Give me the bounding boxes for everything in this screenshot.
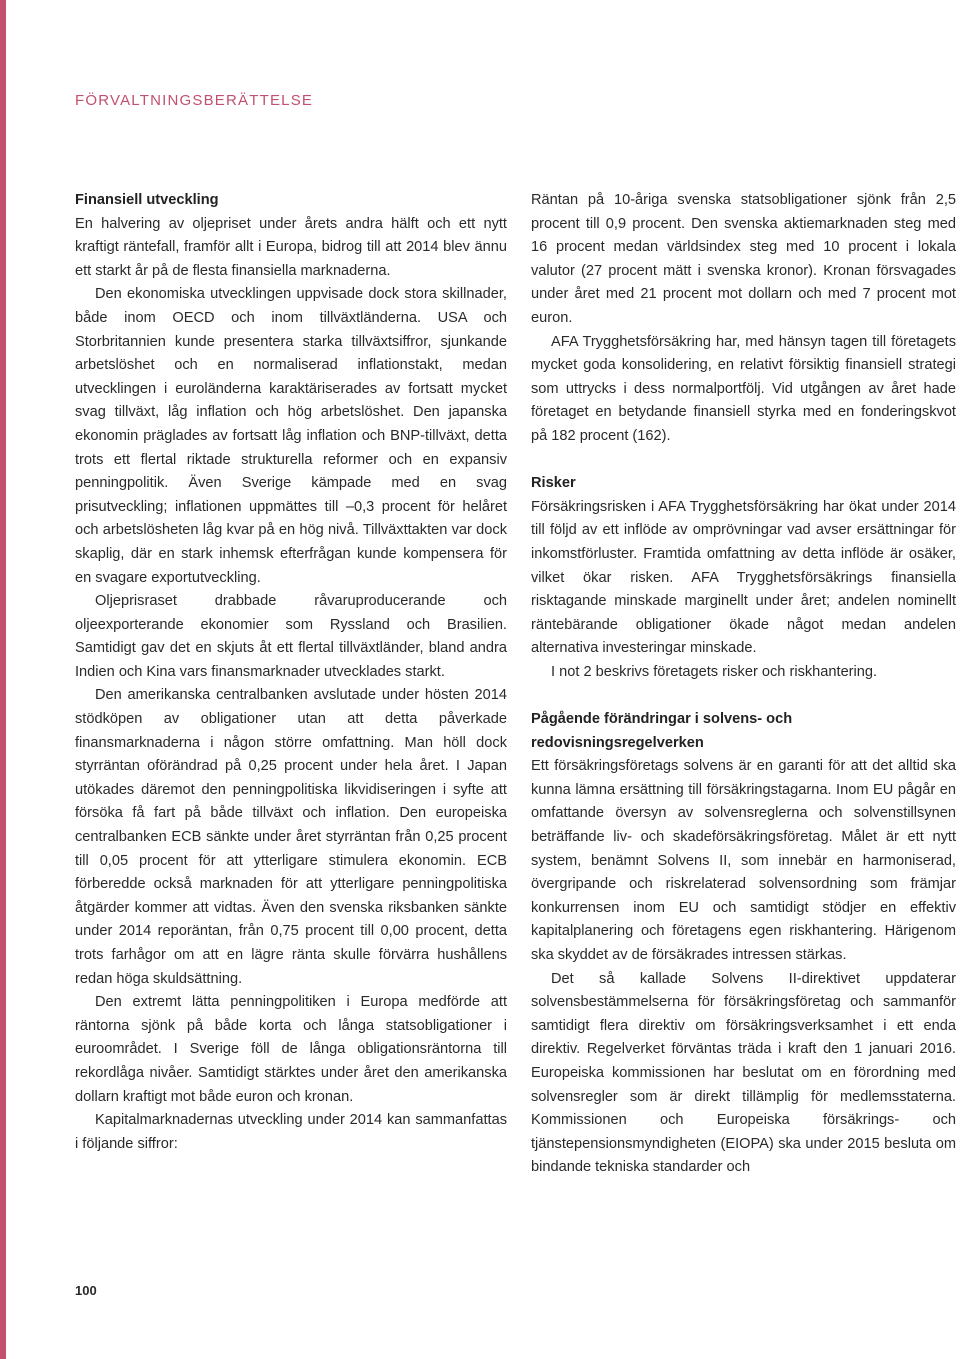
spacer [531, 684, 956, 708]
body-paragraph: Det så kallade Solvens II-direktivet uppdaterar solvensbestämmelserna för försäkringsföretag och sammanför samtidigt flera direktiv om försäkringsverksamhet i ett enda direktiv. Regelverket förväntas träda i kraft den 1 januari 2016. Europeiska kommissionen har beslutat om en förordning med solvensregler som är direkt tillämplig för medlemsstaterna. Kommissionen och Europeiska försäkrings- och tjänstepensionsmyndigheten (EIOPA) ska under 2015 besluta om bindande tekniska standarder och [531, 970, 956, 1176]
body-paragraph: Försäkringsrisken i AFA Trygghetsförsäkring har ökat under 2014 till följd av ett inflöde av omprövningar vad avser ersättningar för inkomstförluster. Framtida omfattning av detta inflöde är osäker, vilket ökar risken. AFA Trygghetsförsäkrings finansiella risktagande minskade marginellt under året; andelen nominellt räntebärande obligationer ökade något medan andelen alternativa investeringar minskade. [531, 498, 956, 657]
page-number: 100 [75, 1283, 97, 1298]
body-paragraph: Kapitalmarknadernas utveckling under 2014 kan sammanfattas i följande siffror: [75, 1112, 507, 1152]
heading-finansiell-utveckling: Finansiell utveckling [75, 192, 219, 208]
spacer [531, 449, 956, 473]
left-column [75, 189, 507, 1156]
body-paragraph: AFA Trygghetsförsäkring har, med hänsyn tagen till företagets mycket goda konsolidering, en relativt försiktig finansiell strategi som uttrycks i dess normalportfölj. Vid utgången av året hade företaget en betydande finansiell styrka med en fonderingskvot på 182 procent (162). [531, 333, 956, 444]
body-paragraph: Ett försäkringsföretags solvens är en garanti för att det alltid ska kunna lämna ersättning till försäkringstagarna. Inom EU pågår en omfattande översyn av solvensreglerna och solvenstillsynen beträffande liv- och skadeförsäkringsföretag. Målet är ett nytt system, benämnt Solvens II, som innebär en harmoniserad, övergripande och riskrelaterad solvensordning som främjar konkurrensen inom EU och samtidigt stödjer en effektiv kapitalplanering och företagens egen riskhantering. Härigenom ska skyddet av de försäkrades intressen stärkas. [531, 758, 956, 963]
body-paragraph: Räntan på 10-åriga svenska statsobligationer sjönk från 2,5 procent till 0,9 procent. Den svenska aktiemarknaden steg med 16 procent medan världsindex steg med 10 procent i lokala valutor (27 procent mätt i svenska kronor). Kronan försvagades under året med 21 procent mot dollarn och med 7 procent mot euron. [531, 192, 956, 326]
accent-bar [0, 0, 6, 1359]
right-column [531, 189, 956, 1180]
body-paragraph: Oljeprisraset drabbade råvaruproducerande och oljeexporterande ekonomier som Ryssland och Brasilien. Samtidigt gav det en skjuts åt ett flertal tillväxtländer, bland andra Indien och Kina vars finansmarknader utvecklades starkt. [75, 593, 507, 680]
heading-solvens: Pågående förändringar i solvens- och redovisningsregelverken [531, 711, 793, 751]
body-paragraph: Den extremt lätta penningpolitiken i Europa medförde att räntorna sjönk på både korta och långa statsobligationer i euroområdet. I Sverige föll de långa obligationsräntorna till rekordlåga nivåer. Samtidigt stärktes under året den amerikanska dollarn kraftigt mot både euron och kronan. [75, 994, 507, 1105]
section-label: FÖRVALTNINGSBERÄTTELSE [75, 92, 314, 109]
body-paragraph: Den amerikanska centralbanken avslutade under hösten 2014 stödköpen av obligationer utan att detta påverkade finansmarknaderna i någon större omfattning. Man höll dock styrräntan oförändrad på 0,25 procent under hela året. I Japan utökades däremot den penningpolitiska likvidiseringen i syfte att försöka få fart på både tillväxt och inflation. Den europeiska centralbanken ECB sänkte under året styrräntan från 0,25 procent till 0,05 procent för att ytterligare stimulera ekonomin. ECB förberedde också marknaden för att ytterligare penningpolitiska åtgärder kommer att vidtas. Även den svenska riksbanken sänkte under 2014 reporäntan, från 0,75 procent till 0,00 procent, detta trots farhågor om att en lägre ränta skulle förvärra hushållens redan höga skuldsättning. [75, 687, 507, 987]
body-paragraph: En halvering av oljepriset under årets andra hälft och ett nytt kraftigt räntefall, framför allt i Europa, bidrog till att 2014 blev ännu ett starkt år på de flesta finansiella marknaderna. [75, 215, 507, 279]
heading-risker: Risker [531, 475, 576, 492]
body-paragraph: I not 2 beskrivs företagets risker och riskhantering. [551, 663, 878, 680]
body-paragraph: Den ekonomiska utvecklingen uppvisade dock stora skillnader, både inom OECD och inom tillväxtländerna. USA och Storbritannien kunde presentera starka tillväxtsiffror, sjunkande arbetslöshet och en normaliserad inflationstakt, medan utvecklingen i euroländerna karaktäriserades av fortsatt mycket svag tillväxt, låg inflation och hög arbetslöshet. Den japanska ekonomin präglades av fortsatt låg inflation och BNP-tillväxt, detta trots ett flertal riktade strukturella reformer och en expansiv penningpolitik. Även Sverige kämpade med en svag prisutveckling; inflationen uppmättes till –0,3 procent för helåret och arbetslösheten låg kvar på en hög nivå. Tillväxttakten var dock skaplig, där en stark inhemsk efterfrågan kunde kompensera för en svagare exportutveckling. [75, 286, 507, 586]
